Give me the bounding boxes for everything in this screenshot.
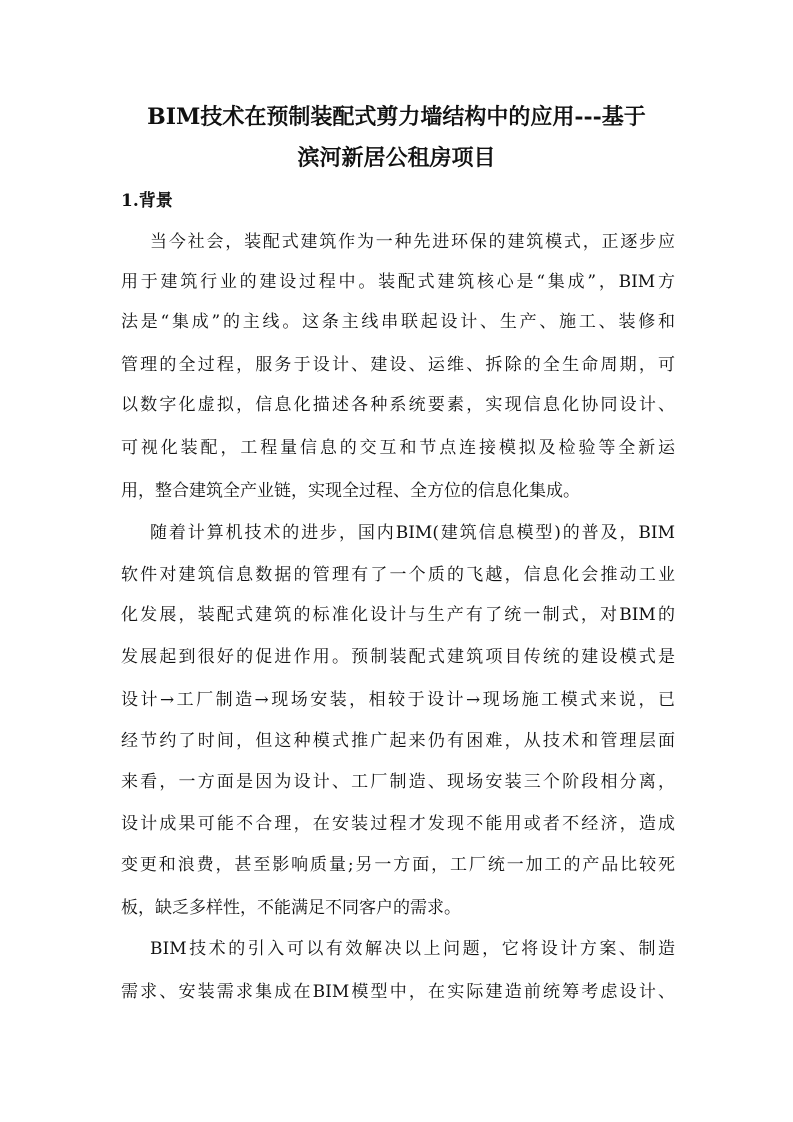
paragraph-line: 发展起到很好的促进作用。预制装配式建筑项目传统的建设模式是	[121, 647, 675, 667]
paragraph-line: 用，整合建筑全产业链，实现全过程、全方位的信息化集成。	[121, 481, 580, 501]
paragraph-line: 变更和浪费，甚至影响质量;另一方面，工厂统一加工的产品比较死	[121, 855, 675, 875]
document-title-line-1: BIM技术在预制装配式剪力墙结构中的应用---基于	[147, 104, 646, 130]
paragraph-line: 需求、安装需求集成在BIM模型中，在实际建造前统筹考虑设计、	[121, 982, 675, 1002]
paragraph-line: 来看，一方面是因为设计、工厂制造、现场安装三个阶段相分离，	[121, 772, 675, 792]
paragraph-line: 当今社会，装配式建筑作为一种先进环保的建筑模式，正逐步应	[150, 232, 675, 252]
paragraph-line: 随着计算机技术的进步，国内BIM(建筑信息模型)的普及，BIM	[150, 523, 675, 543]
paragraph-line: 以数字化虚拟，信息化描述各种系统要素，实现信息化协同设计、	[121, 395, 675, 415]
section-heading: 1.背景	[121, 191, 173, 211]
paragraph-line: 可视化装配，工程量信息的交互和节点连接模拟及检验等全新运	[121, 438, 675, 458]
paragraph-line: 经节约了时间，但这种模式推广起来仍有困难，从技术和管理层面	[121, 731, 675, 751]
paragraph-line: BIM技术的引入可以有效解决以上问题，它将设计方案、制造	[150, 939, 675, 959]
document-title-line-2: 滨河新居公租房项目	[297, 145, 496, 171]
paragraph-line: 软件对建筑信息数据的管理有了一个质的飞越，信息化会推动工业	[121, 565, 675, 585]
paragraph-line: 法是“集成”的主线。这条主线串联起设计、生产、施工、装修和	[121, 312, 675, 332]
paragraph-line: 板，缺乏多样性，不能满足不同客户的需求。	[121, 898, 461, 918]
paragraph-line: 化发展，装配式建筑的标准化设计与生产有了统一制式，对BIM的	[121, 605, 675, 625]
paragraph-line: 设计→工厂制造→现场安装，相较于设计→现场施工模式来说，已	[121, 690, 675, 710]
paragraph-line: 管理的全过程，服务于设计、建设、运维、拆除的全生命周期，可	[121, 355, 675, 375]
paragraph-line: 设计成果可能不合理，在安装过程才发现不能用或者不经济，造成	[121, 814, 675, 834]
paragraph-line: 用于建筑行业的建设过程中。装配式建筑核心是“集成”，BIM方	[121, 272, 675, 292]
